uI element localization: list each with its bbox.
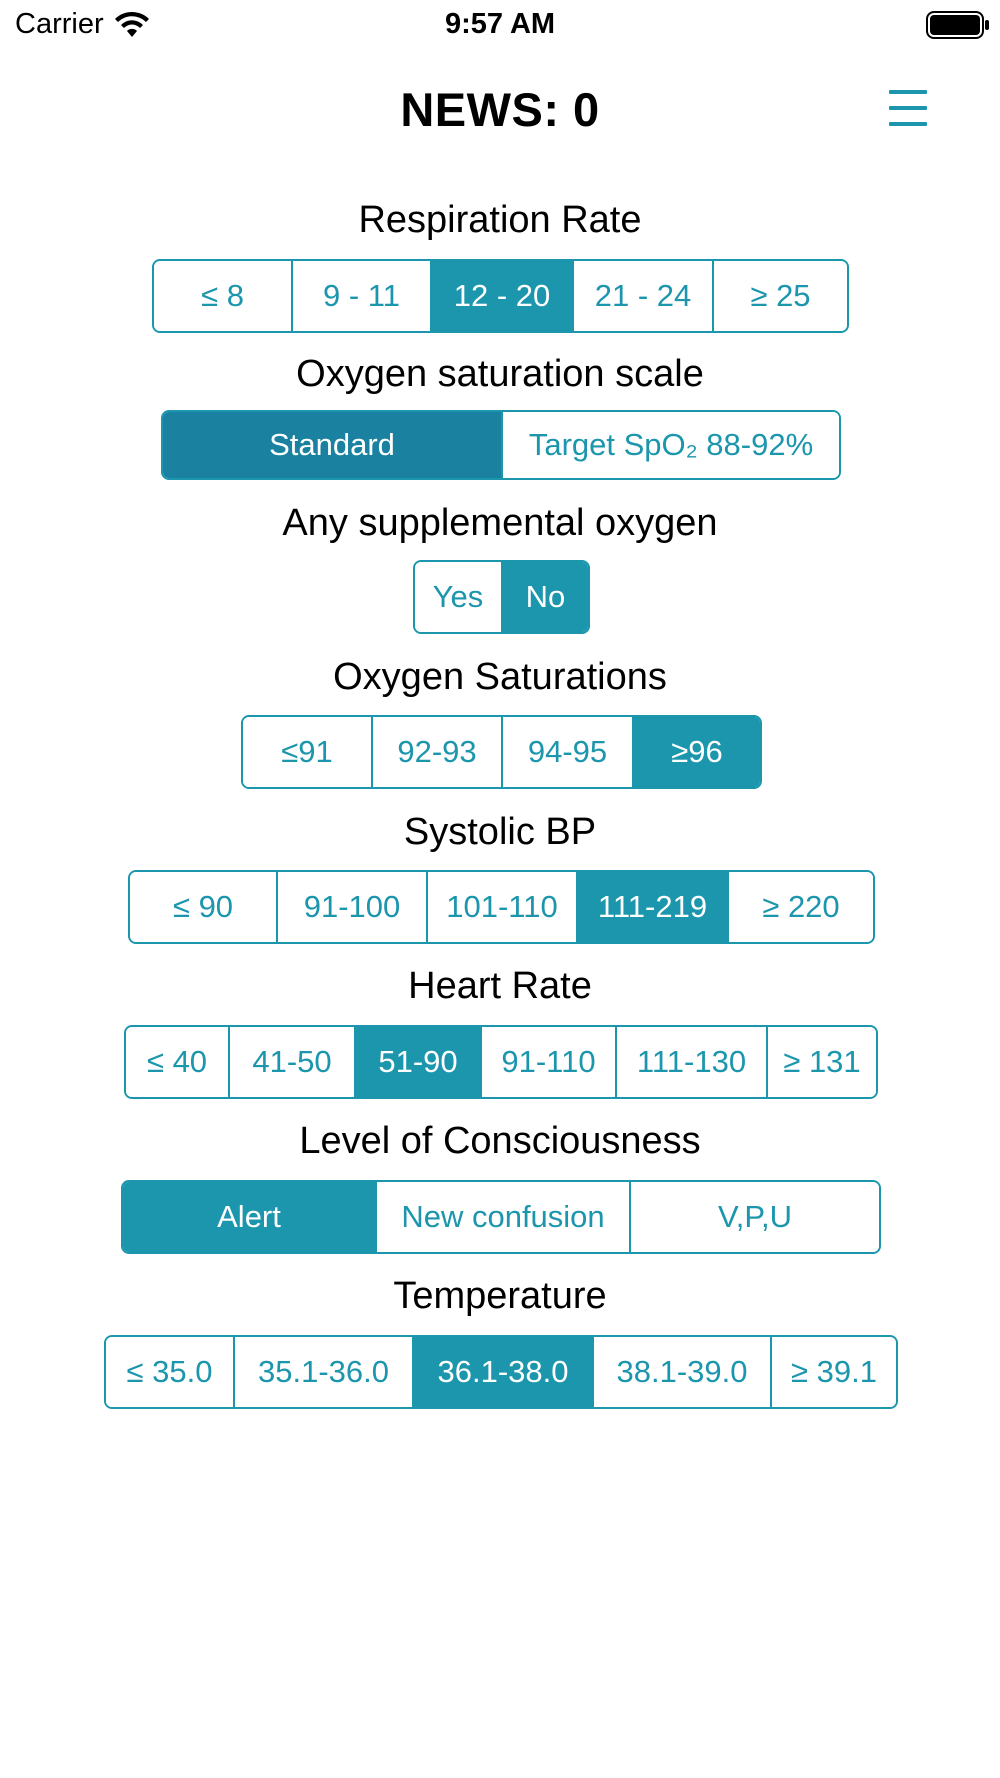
respiration-rate-section bbox=[0, 196, 1000, 244]
oxygen-scale-target[interactable]: Target SpO₂ 88-92% bbox=[503, 412, 839, 478]
hr-option-51-90[interactable]: 51-90 bbox=[356, 1027, 482, 1097]
systolic-bp-label: Systolic BP bbox=[403, 811, 597, 853]
hr-option-le40[interactable]: ≤ 40 bbox=[126, 1027, 230, 1097]
temp-option-38-1-39-0[interactable]: 38.1-39.0 bbox=[594, 1337, 772, 1407]
spo2-option-94-95[interactable]: 94-95 bbox=[503, 717, 634, 787]
supplemental-oxygen-yes[interactable]: Yes bbox=[415, 562, 503, 632]
oxygen-saturations-control bbox=[241, 715, 762, 789]
hr-option-ge131[interactable]: ≥ 131 bbox=[768, 1027, 876, 1097]
respiration-option-ge25[interactable]: ≥ 25 bbox=[714, 261, 847, 331]
supplemental-oxygen-no[interactable]: No bbox=[503, 562, 588, 632]
battery-icon bbox=[926, 11, 990, 39]
temp-option-ge39-1[interactable]: ≥ 39.1 bbox=[772, 1337, 896, 1407]
temp-option-35-1-36-0[interactable]: 35.1-36.0 bbox=[235, 1337, 414, 1407]
page-title: NEWS: 0 bbox=[400, 83, 600, 136]
hamburger-menu-icon[interactable] bbox=[885, 86, 931, 130]
temperature-control bbox=[104, 1335, 898, 1409]
respiration-option-12-20[interactable]: 12 - 20 bbox=[432, 261, 574, 331]
bp-option-le90[interactable]: ≤ 90 bbox=[130, 872, 278, 942]
temperature-section bbox=[0, 1272, 1000, 1320]
heart-rate-control bbox=[124, 1025, 878, 1099]
status-time: 9:57 AM bbox=[444, 8, 556, 40]
bp-option-ge220[interactable]: ≥ 220 bbox=[729, 872, 873, 942]
bp-option-91-100[interactable]: 91-100 bbox=[278, 872, 428, 942]
consciousness-option-new-confusion[interactable]: New confusion bbox=[377, 1182, 631, 1252]
oxygen-scale-standard[interactable]: Standard bbox=[163, 412, 503, 478]
respiration-option-9-11[interactable]: 9 - 11 bbox=[293, 261, 432, 331]
systolic-bp-control bbox=[128, 870, 875, 944]
oxygen-scale-section bbox=[0, 350, 1000, 398]
temp-option-36-1-38-0[interactable]: 36.1-38.0 bbox=[414, 1337, 594, 1407]
hr-option-41-50[interactable]: 41-50 bbox=[230, 1027, 356, 1097]
respiration-rate-label: Respiration Rate bbox=[358, 199, 642, 241]
bp-option-111-219[interactable]: 111-219 bbox=[578, 872, 729, 942]
oxygen-scale-label: Oxygen saturation scale bbox=[296, 353, 704, 395]
consciousness-label: Level of Consciousness bbox=[299, 1120, 701, 1162]
supplemental-oxygen-label: Any supplemental oxygen bbox=[282, 502, 718, 544]
oxygen-saturations-section bbox=[0, 653, 1000, 701]
respiration-option-21-24[interactable]: 21 - 24 bbox=[574, 261, 714, 331]
oxygen-saturations-label: Oxygen Saturations bbox=[333, 656, 667, 698]
heart-rate-section bbox=[0, 962, 1000, 1010]
consciousness-option-alert[interactable]: Alert bbox=[123, 1182, 377, 1252]
oxygen-scale-control bbox=[161, 410, 841, 480]
spo2-option-le91[interactable]: ≤91 bbox=[243, 717, 373, 787]
consciousness-section bbox=[0, 1117, 1000, 1165]
consciousness-option-vpu[interactable]: V,P,U bbox=[631, 1182, 879, 1252]
carrier-label: Carrier bbox=[15, 8, 104, 40]
consciousness-control bbox=[121, 1180, 881, 1254]
systolic-bp-section bbox=[0, 808, 1000, 856]
spo2-option-92-93[interactable]: 92-93 bbox=[373, 717, 503, 787]
respiration-rate-control bbox=[152, 259, 849, 333]
heart-rate-label: Heart Rate bbox=[408, 965, 592, 1007]
temp-option-le35[interactable]: ≤ 35.0 bbox=[106, 1337, 235, 1407]
status-bar bbox=[0, 0, 1000, 50]
bp-option-101-110[interactable]: 101-110 bbox=[428, 872, 578, 942]
temperature-label: Temperature bbox=[393, 1275, 607, 1317]
respiration-option-le8[interactable]: ≤ 8 bbox=[154, 261, 293, 331]
supplemental-oxygen-section bbox=[0, 499, 1000, 547]
hr-option-111-130[interactable]: 111-130 bbox=[617, 1027, 768, 1097]
supplemental-oxygen-control bbox=[413, 560, 590, 634]
hr-option-91-110[interactable]: 91-110 bbox=[482, 1027, 617, 1097]
spo2-option-ge96[interactable]: ≥96 bbox=[634, 717, 760, 787]
header bbox=[0, 78, 1000, 138]
